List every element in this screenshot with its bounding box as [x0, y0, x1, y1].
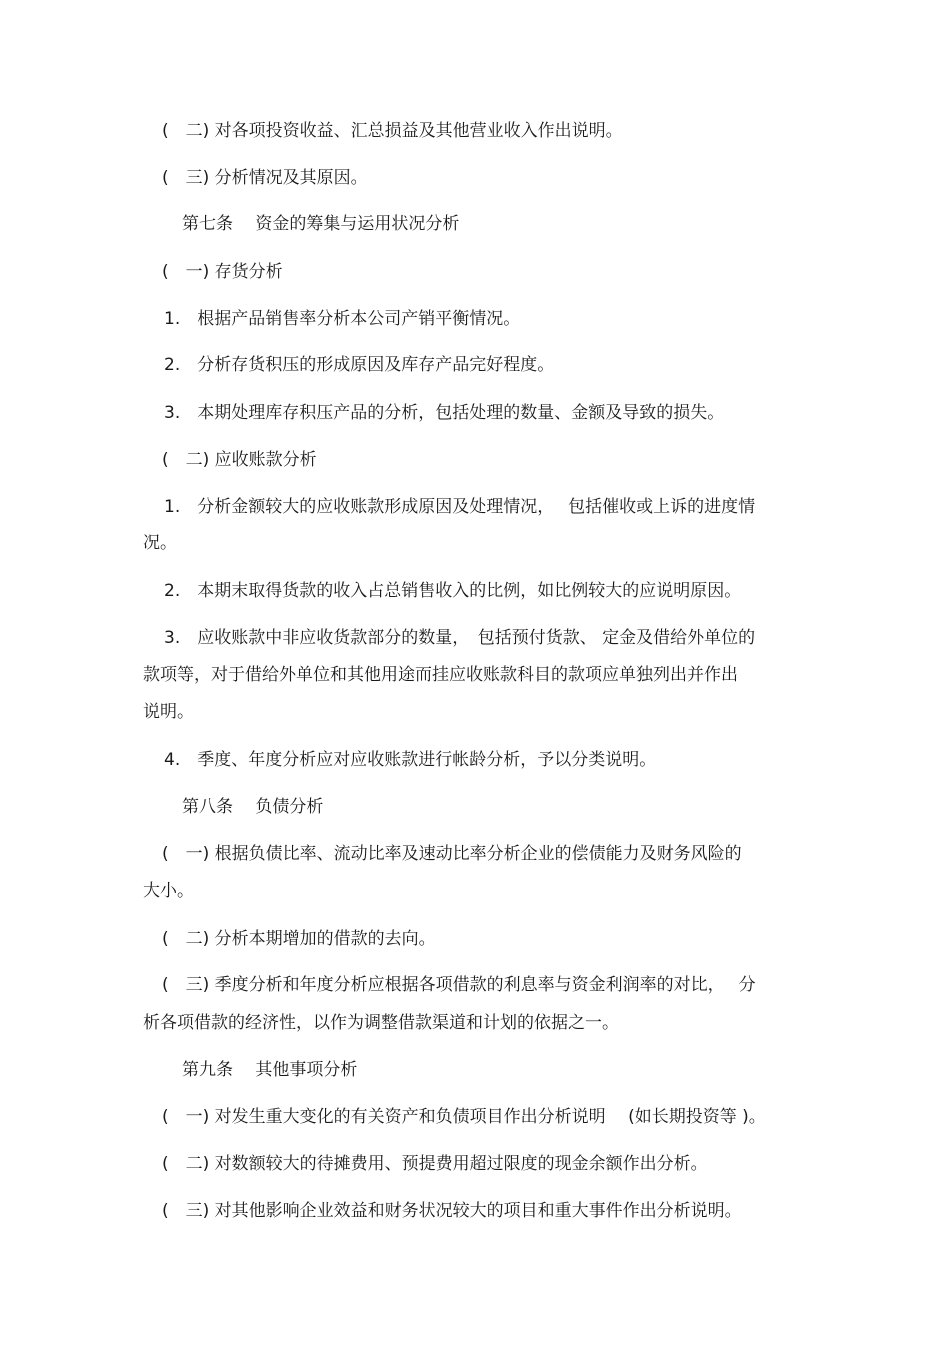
- text-line: 1. 根据产品销售率分析本公司产销平衡情况。: [164, 309, 521, 329]
- text-line: ( 三) 对其他影响企业效益和财务状况较大的项目和重大事件作出分析说明。: [162, 1201, 742, 1221]
- text-line: ( 二) 对数额较大的待摊费用、预提费用超过限度的现金余额作出分析。: [162, 1154, 708, 1174]
- text-line: ( 二) 应收账款分析: [162, 450, 317, 470]
- text-line: 款项等，对于借给外单位和其他用途而挂应收账款科目的款项应单独列出并作出: [143, 665, 738, 685]
- text-line: 说明。: [143, 702, 194, 722]
- text-line: 3. 本期处理库存积压产品的分析，包括处理的数量、金额及导致的损失。: [164, 403, 725, 423]
- text-line: ( 一) 根据负债比率、流动比率及速动比率分析企业的偿债能力及财务风险的: [162, 844, 742, 864]
- text-line: 3. 应收账款中非应收货款部分的数量， 包括预付货款、 定金及借给外单位的: [164, 628, 756, 648]
- article-heading: 第七条 资金的筹集与运用状况分析: [182, 214, 460, 234]
- article-heading: 第八条 负债分析: [182, 797, 324, 817]
- text-line: 4. 季度、年度分析应对应收账款进行帐龄分析，予以分类说明。: [164, 750, 657, 770]
- text-line: 1. 分析金额较大的应收账款形成原因及处理情况， 包括催收或上诉的进度情: [164, 497, 756, 517]
- text-line: ( 二) 对各项投资收益、汇总损益及其他营业收入作出说明。: [162, 121, 623, 141]
- text-line: ( 一) 对发生重大变化的有关资产和负债项目作出分析说明 (如长期投资等 )。: [162, 1107, 766, 1127]
- text-line: 2. 分析存货积压的形成原因及库存产品完好程度。: [164, 355, 555, 375]
- text-line: ( 三) 季度分析和年度分析应根据各项借款的利息率与资金利润率的对比， 分: [162, 975, 756, 995]
- text-line: 大小。: [143, 881, 194, 901]
- text-line: 析各项借款的经济性，以作为调整借款渠道和计划的依据之一。: [143, 1013, 619, 1033]
- text-line: ( 一) 存货分析: [162, 262, 283, 282]
- text-line: ( 二) 分析本期增加的借款的去向。: [162, 929, 436, 949]
- text-line: ( 三) 分析情况及其原因。: [162, 168, 368, 188]
- article-heading: 第九条 其他事项分析: [182, 1060, 358, 1080]
- text-line: 2. 本期末取得货款的收入占总销售收入的比例，如比例较大的应说明原因。: [164, 581, 742, 601]
- text-line: 况。: [143, 533, 177, 553]
